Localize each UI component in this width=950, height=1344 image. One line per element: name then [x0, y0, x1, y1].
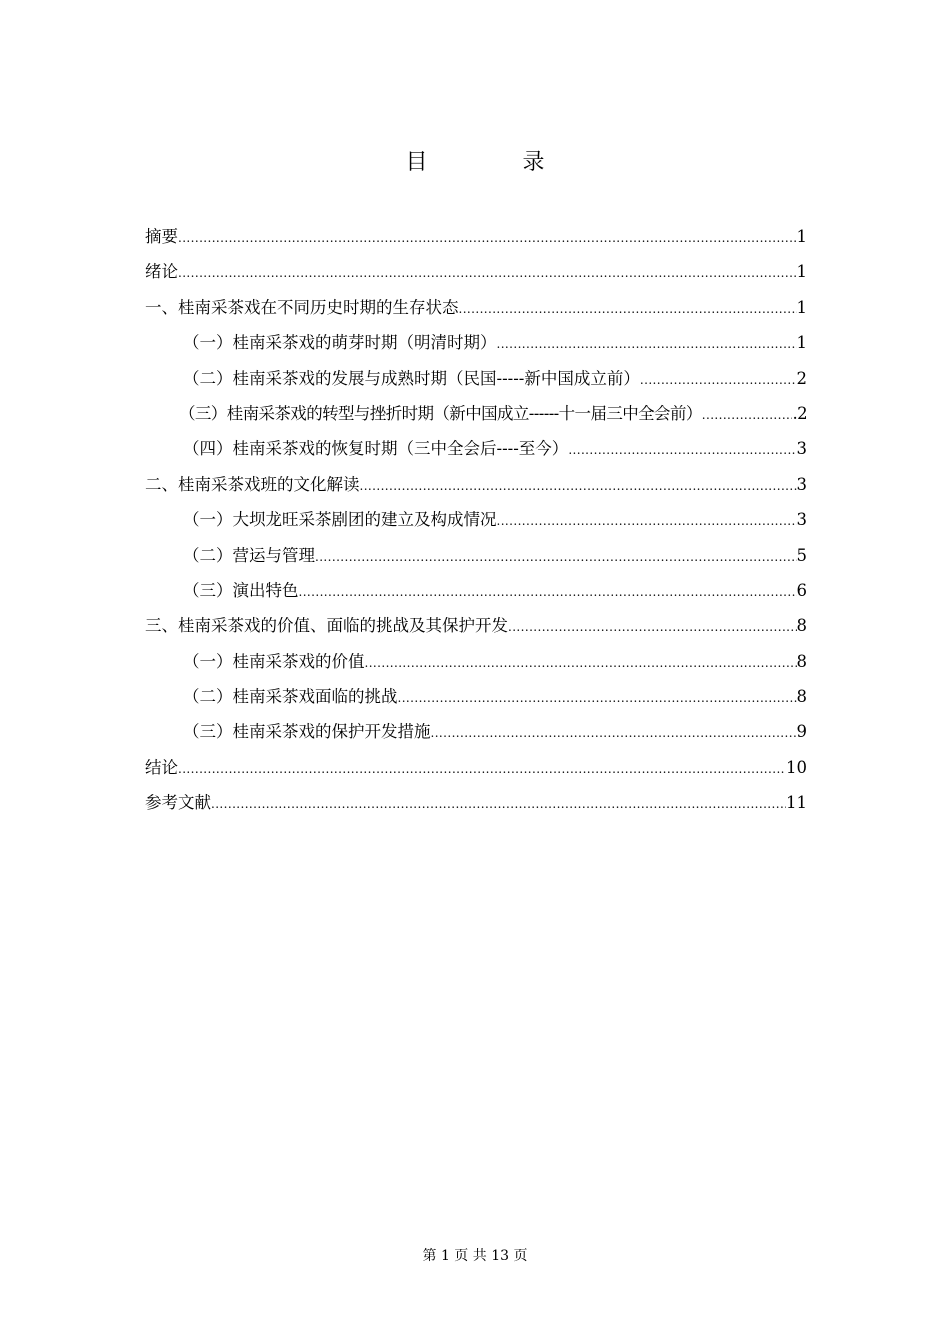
toc-entry-section-1-4[interactable]	[145, 431, 807, 466]
toc-entry-section-3-3[interactable]	[145, 714, 807, 749]
toc-dot-leader	[299, 575, 797, 610]
toc-dot-leader	[360, 469, 797, 504]
toc-page-number: 9	[796, 722, 807, 742]
toc-entry-label: （三）桂南采茶戏的转型与挫折时期（新中国成立------十一届三中全会前）	[179, 403, 702, 423]
toc-entry-label: （二）桂南采茶戏的发展与成熟时期（民国-----新中国成立前）	[183, 368, 640, 388]
toc-title: 目 录	[405, 150, 589, 175]
page-footer: 第 1 页 共 13 页	[422, 1248, 528, 1264]
toc-entry-references[interactable]	[145, 785, 807, 820]
toc-page-number: 1	[796, 333, 807, 353]
toc-entry-section-3-2[interactable]	[145, 679, 807, 714]
toc-dot-leader	[398, 681, 797, 716]
toc-entry-section-2-1[interactable]	[145, 502, 807, 537]
toc-page-number: 10	[786, 757, 807, 777]
toc-entry-label: （三）演出特色	[183, 580, 299, 600]
toc-page-number: 1	[796, 297, 807, 317]
toc-dot-leader	[431, 716, 797, 751]
toc-entry-label: 一、桂南采茶戏在不同历史时期的生存状态	[145, 297, 459, 317]
toc-dot-leader	[497, 327, 797, 362]
toc-dot-leader	[178, 256, 797, 291]
toc-page-number: 3	[796, 474, 807, 494]
toc-entry-chapter-2[interactable]	[145, 467, 807, 502]
toc-entry-chapter-1[interactable]	[145, 290, 807, 325]
toc-dot-leader	[315, 540, 797, 575]
table-of-contents	[145, 219, 807, 821]
toc-page-number: 11	[786, 793, 807, 813]
toc-page-number: 2	[796, 368, 807, 388]
toc-entry-label: 参考文献	[145, 793, 211, 813]
toc-entry-label: （三）桂南采茶戏的保护开发措施	[183, 722, 431, 742]
toc-entry-section-1-3[interactable]	[145, 396, 807, 431]
toc-entry-label: 绪论	[145, 262, 178, 282]
toc-page-number: 8	[796, 687, 807, 707]
toc-entry-chapter-3[interactable]	[145, 608, 807, 643]
toc-entry-label: 结论	[145, 757, 178, 777]
toc-dot-leader	[640, 363, 797, 398]
toc-entry-label: 二、桂南采茶戏班的文化解读	[145, 474, 360, 494]
toc-entry-section-2-2[interactable]	[145, 538, 807, 573]
toc-entry-section-1-1[interactable]	[145, 325, 807, 360]
toc-entry-abstract[interactable]	[145, 219, 807, 254]
toc-dot-leader	[497, 504, 797, 539]
toc-dot-leader	[365, 646, 797, 681]
toc-page-number: 1	[796, 262, 807, 282]
toc-page-number: 5	[796, 545, 807, 565]
toc-entry-section-1-2[interactable]	[145, 361, 807, 396]
toc-entry-conclusion[interactable]	[145, 750, 807, 785]
toc-dot-leader	[459, 292, 797, 327]
toc-entry-label: （一）桂南采茶戏的萌芽时期（明清时期）	[183, 333, 497, 353]
toc-page-number: 8	[796, 651, 807, 671]
toc-entry-label: 三、桂南采茶戏的价值、面临的挑战及其保护开发	[145, 616, 508, 636]
toc-entry-section-3-1[interactable]	[145, 644, 807, 679]
toc-dot-leader	[702, 398, 793, 433]
toc-entry-label: 摘要	[145, 227, 178, 246]
toc-entry-label: （二）桂南采茶戏面临的挑战	[183, 687, 398, 707]
toc-page-number: 1	[796, 227, 807, 246]
toc-page-number: 8	[796, 616, 807, 636]
toc-entry-label: （二）营运与管理	[183, 545, 315, 565]
toc-page-number: 3	[796, 439, 807, 459]
toc-dot-leader	[568, 433, 796, 468]
toc-dot-leader	[178, 752, 786, 787]
toc-entry-label: （一）桂南采茶戏的价值	[183, 651, 365, 671]
toc-dot-leader	[178, 221, 797, 256]
toc-entry-section-2-3[interactable]	[145, 573, 807, 608]
toc-page-number: .2	[792, 403, 807, 423]
toc-entry-label: （一）大坝龙旺采茶剧团的建立及构成情况	[183, 510, 497, 530]
toc-entry-label: （四）桂南采茶戏的恢复时期（三中全会后----至今）	[183, 439, 569, 459]
toc-dot-leader	[211, 787, 786, 822]
toc-page-number: 6	[796, 580, 807, 600]
toc-entry-introduction[interactable]	[145, 254, 807, 289]
toc-page-number: 3	[796, 510, 807, 530]
toc-dot-leader	[508, 610, 797, 645]
